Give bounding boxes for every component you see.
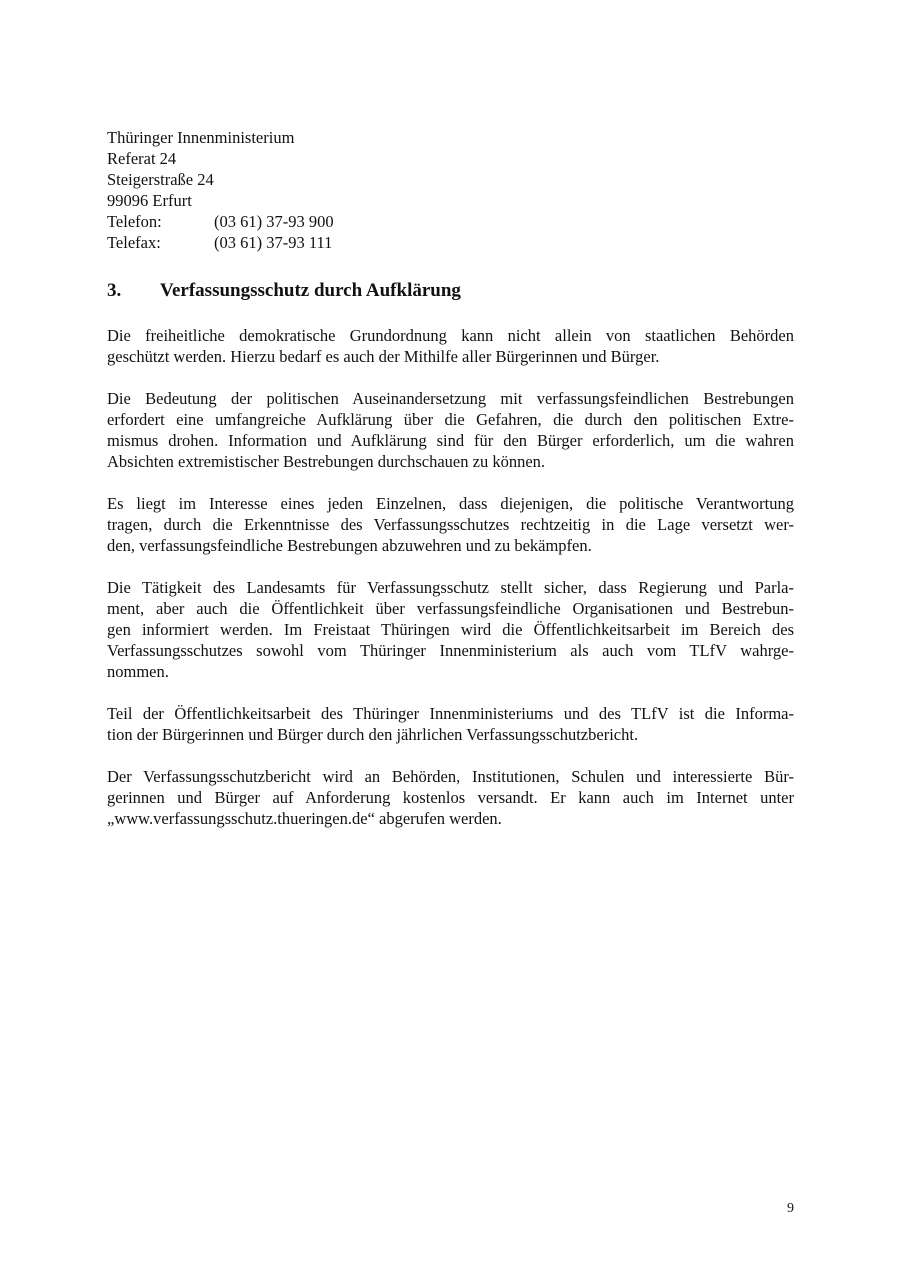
paragraph xyxy=(107,388,794,472)
section-number: 3. xyxy=(107,280,122,301)
address-department: Referat 24 xyxy=(107,149,177,168)
phone-label: Telefon: xyxy=(107,212,162,231)
section-heading xyxy=(107,279,797,303)
paragraph-line: tragen, durch die Erkenntnisse des Verfassungsschutzes rechtzeitig in die Lage versetzt wer- xyxy=(107,515,794,534)
paragraph-line: Die freiheitliche demokratische Grundordnung kann nicht allein von staatlichen Behörden xyxy=(107,326,794,345)
paragraph-line: Absichten extremistischer Bestrebungen durchschauen zu können. xyxy=(107,452,546,471)
paragraph xyxy=(107,577,794,682)
paragraph-line: Verfassungsschutzes sowohl vom Thüringer Innenministerium als auch vom TLfV wahrge- xyxy=(107,641,794,660)
paragraph xyxy=(107,766,794,829)
paragraph-line: „www.verfassungsschutz.thueringen.de“ abgerufen werden. xyxy=(107,809,502,828)
paragraph xyxy=(107,493,794,556)
section-title: Verfassungsschutz durch Aufklärung xyxy=(160,280,461,301)
paragraph xyxy=(107,703,794,745)
fax-row xyxy=(107,232,507,253)
paragraph-line: nommen. xyxy=(107,662,169,681)
paragraph-line: den, verfassungsfeindliche Bestrebungen abzuwehren und zu bekämpfen. xyxy=(107,536,592,555)
address-street: Steigerstraße 24 xyxy=(107,170,214,189)
paragraph-line: mismus drohen. Information und Aufklärung sind für den Bürger erforderlich, um die wahren xyxy=(107,431,794,450)
contact-address-block xyxy=(107,127,507,253)
address-organization: Thüringer Innenministerium xyxy=(107,128,295,147)
section-body xyxy=(107,325,794,850)
paragraph-line: gen informiert werden. Im Freistaat Thüringen wird die Öffentlichkeitsarbeit im Bereich des xyxy=(107,620,794,639)
paragraph-line: gerinnen und Bürger auf Anforderung kostenlos versandt. Er kann auch im Internet unter xyxy=(107,788,794,807)
phone-row xyxy=(107,211,507,232)
paragraph-line: Die Bedeutung der politischen Auseinandersetzung mit verfassungsfeindlichen Bestrebungen xyxy=(107,389,794,408)
phone-number: (03 61) 37-93 900 xyxy=(214,212,334,231)
paragraph-line: Es liegt im Interesse eines jeden Einzelnen, dass diejenigen, die politische Verantwortung xyxy=(107,494,794,513)
address-city: 99096 Erfurt xyxy=(107,191,192,210)
fax-number: (03 61) 37-93 111 xyxy=(214,233,333,252)
fax-label: Telefax: xyxy=(107,233,161,252)
paragraph-line: Der Verfassungsschutzbericht wird an Behörden, Institutionen, Schulen und interessierte Bür- xyxy=(107,767,794,786)
paragraph-line: tion der Bürgerinnen und Bürger durch den jährlichen Verfassungsschutzbericht. xyxy=(107,725,639,744)
paragraph xyxy=(107,325,794,367)
page-number: 9 xyxy=(787,1201,794,1216)
paragraph-line: geschützt werden. Hierzu bedarf es auch der Mithilfe aller Bürgerinnen und Bürger. xyxy=(107,347,660,366)
paragraph-line: Teil der Öffentlichkeitsarbeit des Thüringer Innenministeriums und des TLfV ist die Informa- xyxy=(107,704,794,723)
paragraph-line: Die Tätigkeit des Landesamts für Verfassungsschutz stellt sicher, dass Regierung und Parla- xyxy=(107,578,794,597)
paragraph-line: ment, aber auch die Öffentlichkeit über verfassungsfeindliche Organisationen und Bestrebun- xyxy=(107,599,794,618)
paragraph-line: erfordert eine umfangreiche Aufklärung über die Gefahren, die durch den politischen Extre- xyxy=(107,410,794,429)
